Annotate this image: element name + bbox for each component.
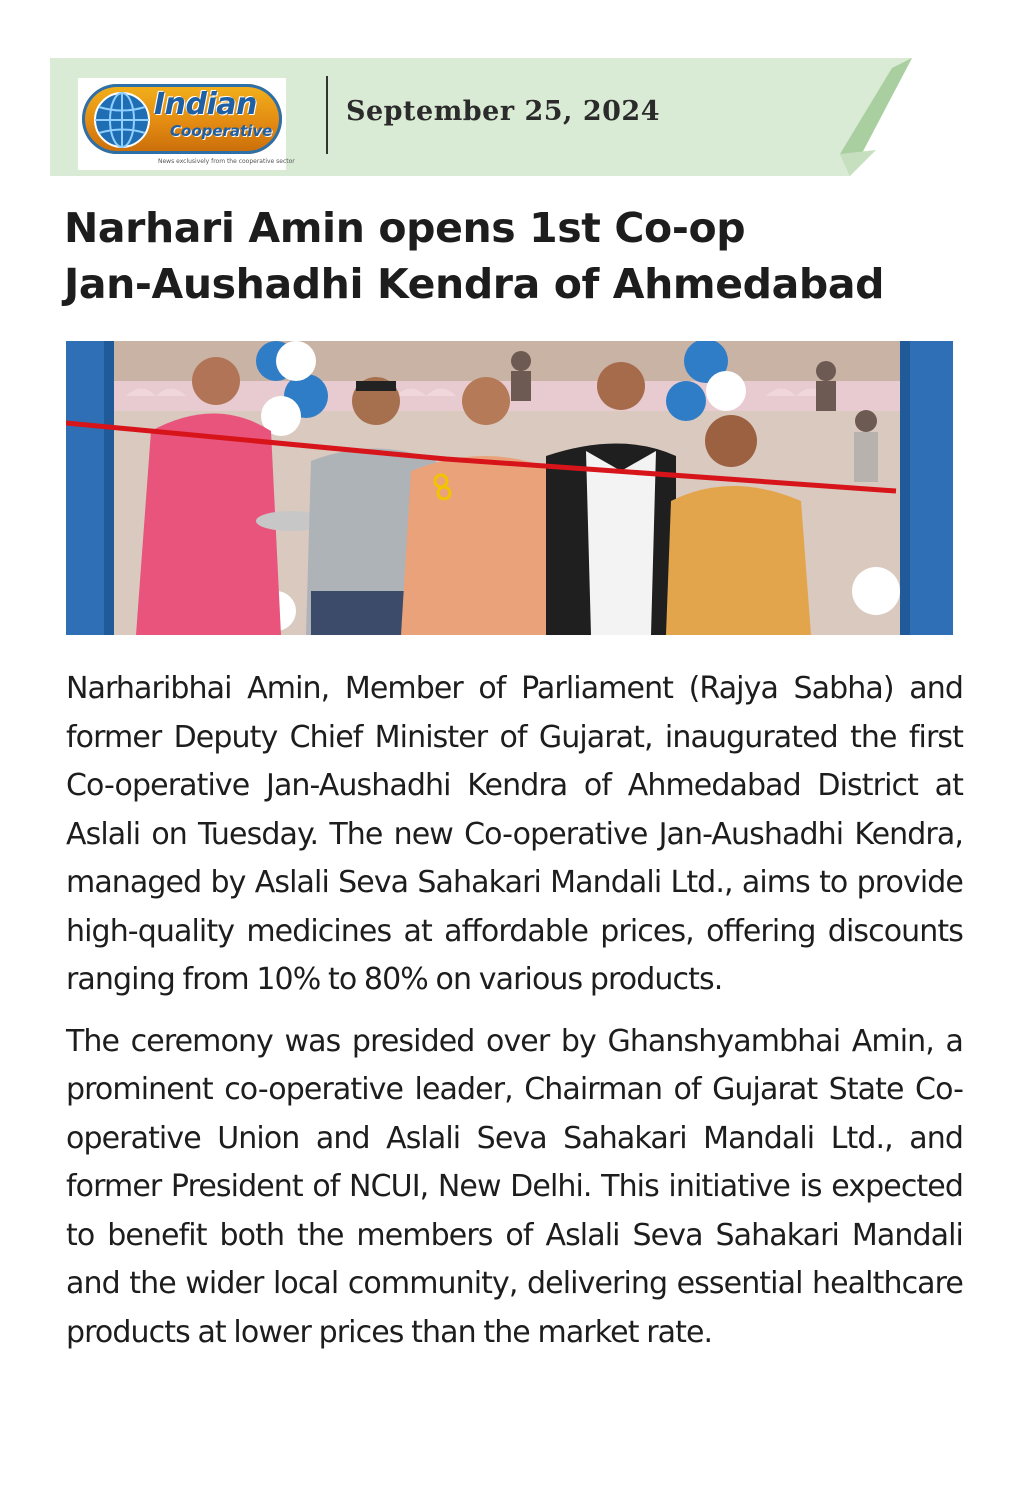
logo-word-indian: Indian [154,87,257,122]
logo-word-cooperative: Cooperative [170,122,273,140]
headline-line-1: Narhari Amin opens 1st Co-op [64,204,746,252]
header-banner [50,58,930,178]
logo-tagline: News exclusively from the cooperative sector [158,158,295,165]
publication-logo[interactable] [78,78,295,170]
logo-badge [82,84,282,154]
article-body [66,665,963,1357]
inauguration-photo [66,341,953,635]
header-divider [326,76,328,154]
publication-date: September 25, 2024 [346,96,660,127]
headline-line-2: Jan-Aushadhi Kendra of Ahmedabad [64,260,885,308]
ribbon-cutting-illustration [66,341,953,635]
article-headline [64,200,974,312]
paragraph-2: The ceremony was presided over by Ghanshyambhai Amin, a prominent co-operative leader, Chairman of Gujarat State Co-operative Union and Aslali Seva Sahakari Mandali Ltd., and former President of NCUI, New Delhi. This initiative is expected to benefit both the members of Aslali Seva Sahakari Mandali and the wider local community, delivering essential healthcare products at lower prices than the market rate. [66,1023,963,1350]
globe-icon [92,90,152,150]
paragraph-1: Narharibhai Amin, Member of Parliament (Rajya Sabha) and former Deputy Chief Minister of Gujarat, inaugurated the first Co-operative Jan-Aushadhi Kendra of Ahmedabad District at Aslali on Tuesday. The new Co-operative Jan-Aushadhi Kendra, managed by Aslali Seva Sahakari Mandali Ltd., aims to provide high-quality medicines at affordable prices, offering discounts ranging from 10% to 80% on various products. [66,671,963,997]
